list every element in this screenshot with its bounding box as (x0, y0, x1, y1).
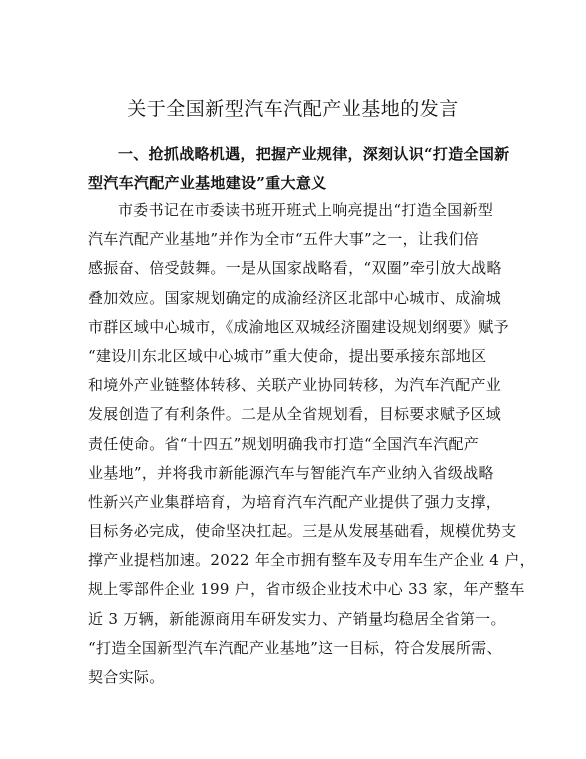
paragraph-line: 汽车汽配产业基地”并作为全市“五件大事”之一，让我们倍 (88, 230, 480, 249)
paragraph-line: 近 3 万辆，新能源商用车研发实力、产销量均稳居全省第一。 (88, 609, 506, 628)
paragraph-line: 性新兴产业集群培育，为培育汽车汽配产业提供了强力支撑， (88, 492, 502, 511)
document-title: 关于全国新型汽车汽配产业基地的发言 (127, 98, 459, 120)
paragraph-line: 叠加效应。国家规划确定的成渝经济区北部中心城市、成渝城 (88, 288, 502, 307)
body-paragraph (88, 196, 535, 692)
section-heading-line-2: 型汽车汽配产业基地建设”重大意义 (88, 174, 327, 192)
paragraph-line: 发展创造了有利条件。二是从全省规划看，目标要求赋予区域 (88, 405, 502, 424)
paragraph-line: 业基地”，并将我市新能源汽车与智能汽车产业纳入省级战略 (88, 463, 494, 482)
paragraph-line: 感振奋、倍受鼓舞。一是从国家战略看，“双圈”牵引放大战略 (88, 259, 502, 278)
paragraph-line: “建设川东北区域中心城市”重大使命，提出要承接东部地区 (88, 346, 487, 365)
paragraph-line: 市群区域中心城市，《成渝地区双城经济圈建设规划纲要》赋予 (88, 317, 509, 336)
section-heading (88, 140, 508, 198)
paragraph-line: 撑产业提档加速。2022 年全市拥有整车及专用车生产企业 4 户， (88, 551, 535, 570)
paragraph-line: 规上零部件企业 199 户，省市级企业技术中心 33 家，年产整车 (88, 580, 525, 599)
paragraph-line: 责任使命。省“十四五”规划明确我市打造“全国汽车汽配产 (88, 434, 480, 453)
section-heading-line-1: 一、抢抓战略机遇，把握产业规律，深刻认识“打造全国新 (118, 145, 510, 163)
paragraph-line: “打造全国新型汽车汽配产业基地”这一目标，符合发展所需、 (88, 638, 502, 657)
paragraph-line: 和境外产业链整体转移、关联产业协同转移，为汽车汽配产业 (88, 376, 502, 395)
paragraph-line: 契合实际。 (88, 668, 165, 686)
paragraph-line: 市委书记在市委读书班开班式上响亮提出“打造全国新型 (118, 201, 494, 219)
paragraph-line: 目标务必完成，使命坚决扛起。三是从发展基础看，规模优势支 (88, 522, 517, 541)
